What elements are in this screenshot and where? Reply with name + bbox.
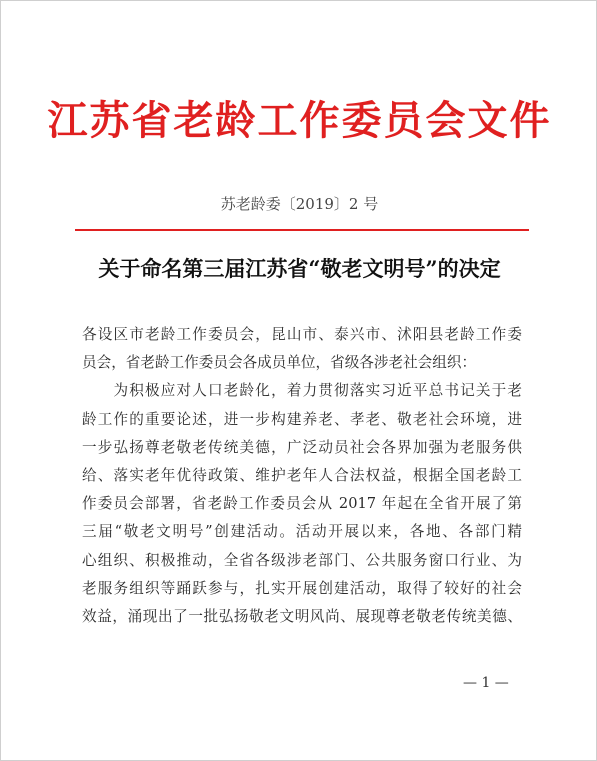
header-title: 江苏省老龄工作委员会文件	[47, 97, 552, 144]
red-divider-line	[75, 229, 529, 231]
body-line: 各设区市老龄工作委员会，昆山市、泰兴市、沭阳县老龄工作委	[82, 326, 522, 343]
body-line: 龄工作的重要论述，进一步构建养老、孝老、敬老社会环境，进	[82, 410, 522, 428]
document-heading: 关于命名第三届江苏省“敬老文明号”的决定	[98, 256, 501, 281]
body-line: 一步弘扬尊老敬老传统美德，广泛动员社会各界加强为老服务供	[82, 438, 522, 456]
document-number: 苏老龄委〔2019〕2 号	[220, 195, 379, 213]
body-line: 员会，省老龄工作委员会各成员单位，省级各涉老社会组织：	[82, 354, 477, 372]
body-line: 作委员会部署，省老龄工作委员会从 2017 年起在全省开展了第	[82, 495, 522, 513]
body-line: 效益，涌现出了一批弘扬敬老文明风尚、展现尊老敬老传统美德、	[82, 607, 522, 625]
body-line: 心组织、积极推动，全省各级涉老部门、公共服务窗口行业、为	[82, 551, 522, 569]
page-number: — 1 —	[463, 675, 509, 691]
body-line: 为积极应对人口老龄化，着力贯彻落实习近平总书记关于老	[82, 382, 522, 400]
body-line: 老服务组织等踊跃参与，扎实开展创建活动，取得了较好的社会	[82, 579, 522, 597]
body-line: 三届“敬老文明号”创建活动。活动开展以来，各地、各部门精	[82, 523, 522, 541]
body-line: 给、落实老年优待政策、维护老年人合法权益，根据全国老龄工	[82, 466, 522, 484]
body-text	[82, 321, 522, 631]
